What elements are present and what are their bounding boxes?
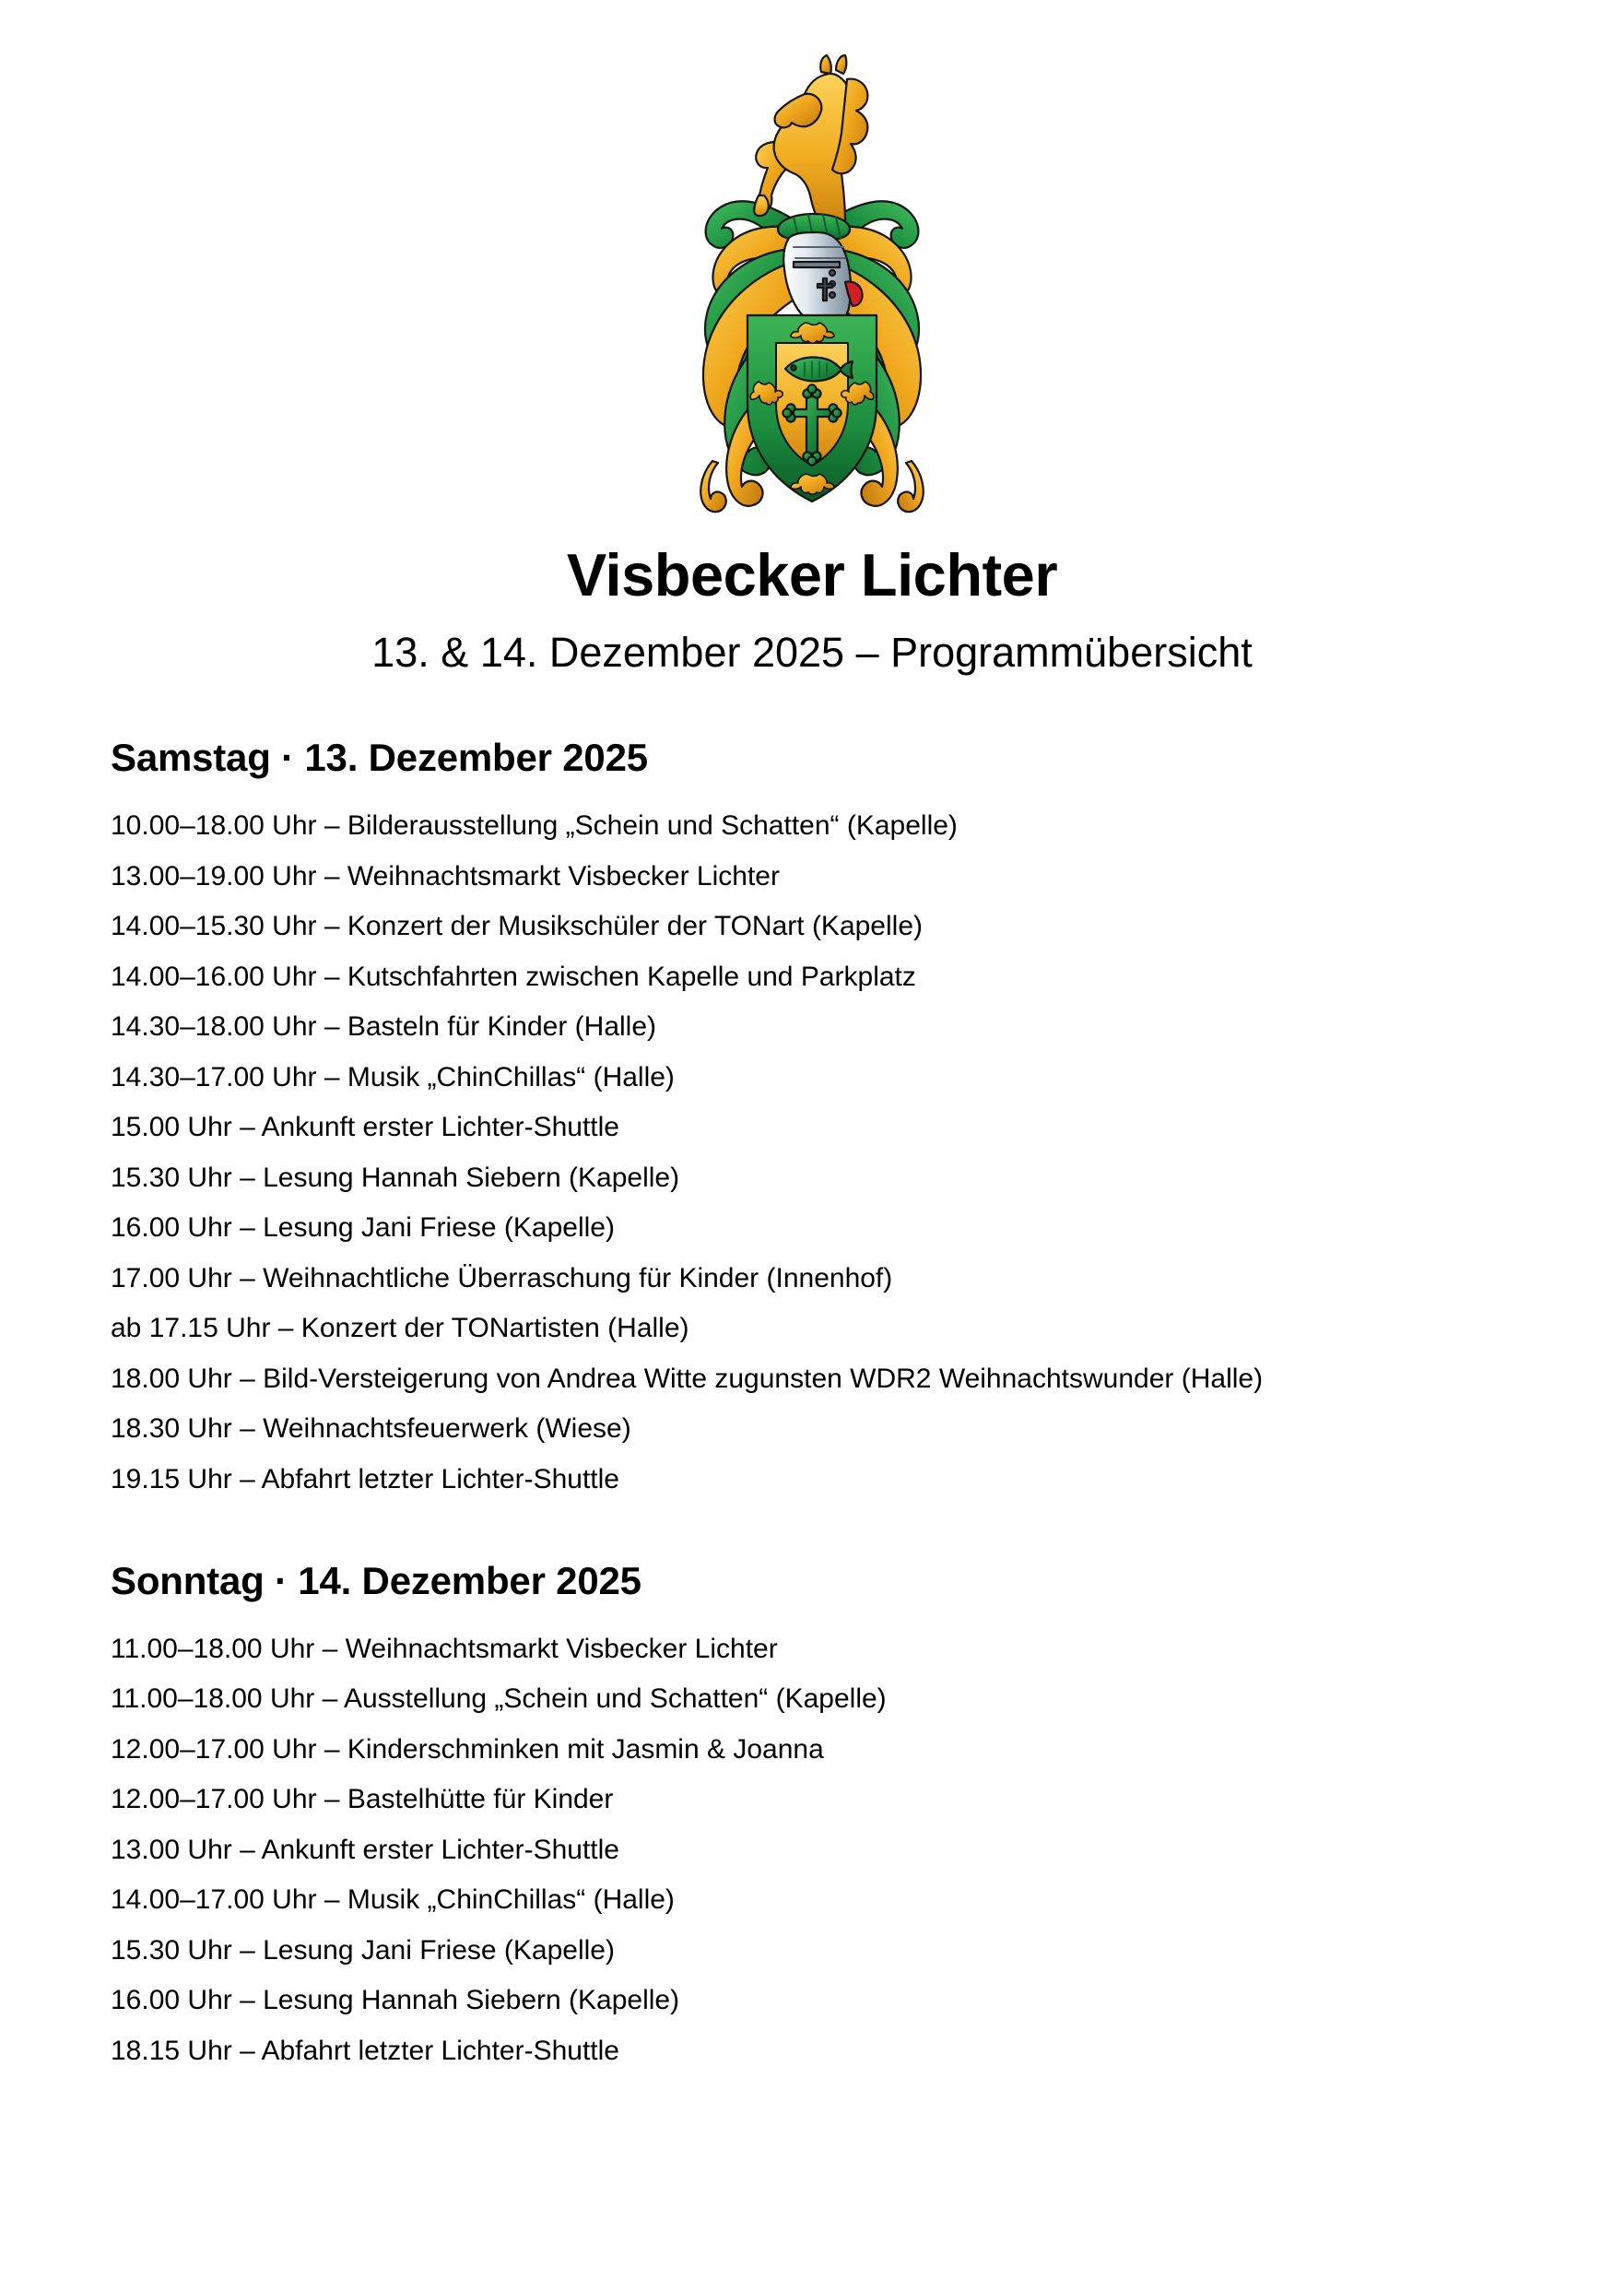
horse-crest — [754, 55, 867, 221]
page-title: Visbecker Lichter — [566, 541, 1058, 608]
event-item: ab 17.15 Uhr – Konzert der TONartisten (Halle) — [111, 1313, 689, 1344]
day-heading-sunday: Sonntag · 14. Dezember 2025 — [111, 1558, 641, 1602]
event-item: 19.15 Uhr – Abfahrt letzter Lichter-Shuttle — [111, 1463, 619, 1494]
event-item: 11.00–18.00 Uhr – Weihnachtsmarkt Visbecker Lichter — [111, 1633, 778, 1664]
coat-of-arms-icon — [655, 48, 969, 527]
event-item: 11.00–18.00 Uhr – Ausstellung „Schein und Schatten“ (Kapelle) — [111, 1683, 887, 1715]
day-section-sunday — [111, 1558, 1513, 2065]
event-item: 14.30–18.00 Uhr – Basteln für Kinder (Halle) — [111, 1011, 657, 1043]
shield — [747, 315, 877, 502]
event-item: 17.00 Uhr – Weihnachtliche Überraschung für Kinder (Innenhof) — [111, 1262, 893, 1293]
event-item: 14.30–17.00 Uhr – Musik „ChinChillas“ (Halle) — [111, 1061, 675, 1092]
event-item: 18.00 Uhr – Bild-Versteigerung von Andrea Witte zugunsten WDR2 Weihnachtswunder (Halle) — [111, 1363, 1264, 1394]
crest-container — [111, 0, 1513, 527]
day-heading-saturday: Samstag · 13. Dezember 2025 — [111, 735, 648, 779]
event-item: 13.00 Uhr – Ankunft erster Lichter-Shuttle — [111, 1834, 619, 1865]
event-item: 15.00 Uhr – Ankunft erster Lichter-Shuttle — [111, 1112, 619, 1143]
event-item: 16.00 Uhr – Lesung Hannah Siebern (Kapelle) — [111, 1985, 680, 2016]
event-list-sunday — [111, 1635, 1513, 2065]
event-item: 15.30 Uhr – Lesung Hannah Siebern (Kapelle) — [111, 1162, 680, 1193]
event-item: 16.00 Uhr – Lesung Jani Friese (Kapelle) — [111, 1212, 615, 1244]
event-item: 10.00–18.00 Uhr – Bilderausstellung „Schein und Schatten“ (Kapelle) — [111, 810, 958, 842]
page-subtitle: 13. & 14. Dezember 2025 – Programmübersicht — [371, 628, 1253, 676]
event-item: 18.15 Uhr – Abfahrt letzter Lichter-Shuttle — [111, 2035, 619, 2066]
event-item: 14.00–17.00 Uhr – Musik „ChinChillas“ (Halle) — [111, 1884, 675, 1916]
event-list-saturday — [111, 812, 1513, 1494]
event-item: 15.30 Uhr – Lesung Jani Friese (Kapelle) — [111, 1934, 615, 1966]
day-section-saturday — [111, 735, 1513, 1494]
event-item: 18.30 Uhr – Weihnachtsfeuerwerk (Wiese) — [111, 1413, 631, 1445]
event-item: 14.00–15.30 Uhr – Konzert der Musikschüler der TONart (Kapelle) — [111, 911, 924, 942]
event-item: 14.00–16.00 Uhr – Kutschfahrten zwischen Kapelle und Parkplatz — [111, 961, 916, 992]
event-item: 12.00–17.00 Uhr – Bastelhütte für Kinder — [111, 1784, 614, 1815]
event-item: 13.00–19.00 Uhr – Weihnachtsmarkt Visbecker Lichter — [111, 860, 780, 892]
event-item: 12.00–17.00 Uhr – Kinderschminken mit Jasmin & Joanna — [111, 1733, 824, 1765]
